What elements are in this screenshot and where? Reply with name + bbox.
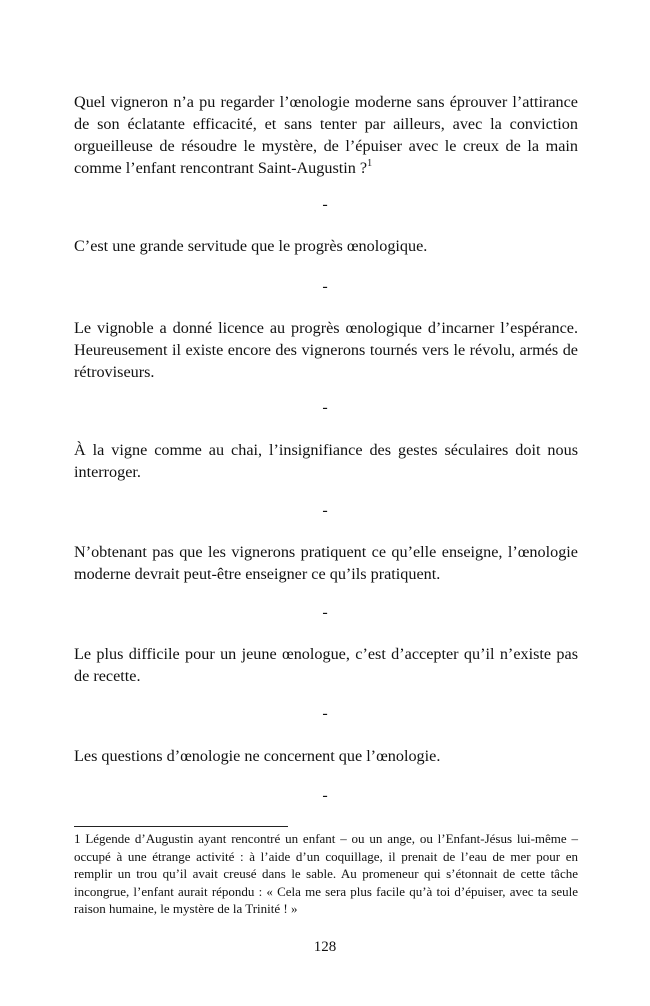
separator-7: - xyxy=(322,787,328,804)
separator-5: - xyxy=(322,604,328,621)
paragraph-1-text: Quel vigneron n’a pu regarder l’œnologie moderne sans éprouver l’attirance de son éclatante efficacité, et sans tenter par ailleurs, avec la conviction orgueilleuse de résoudre le mystère, de l’épuiser avec le creux de la main comme l’enfant rencontrant Saint-Augustin ? xyxy=(74,93,578,177)
separator-4: - xyxy=(322,502,328,519)
separator-6: - xyxy=(322,705,328,722)
paragraph-2: C’est une grande servitude que le progrès œnologique. xyxy=(74,237,428,255)
separator-1: - xyxy=(322,196,328,213)
separator-3: - xyxy=(322,399,328,416)
separator-2: - xyxy=(322,278,328,295)
paragraph-3: Le vignoble a donné licence au progrès œnologique d’incarner l’espérance. Heureusement il existe encore des vignerons tournés vers le révolu, armés de rétroviseurs. xyxy=(74,319,578,381)
footnote-marker[interactable]: 1 xyxy=(367,158,373,169)
footnote-text: 1 Légende d’Augustin ayant rencontré un enfant – ou un ange, ou l’Enfant-Jésus lui-même – occupé à une étrange activité : à l’aide d’un coquillage, il prenait de l’eau de mer pour en remplir un trou qu’il avait creusé dans le sable. Au promeneur qui s’étonnait de cette tâche incongrue, l’enfant aurait répondu : « Cela me sera plus facile qu’à toi d’épuiser, avec ta seule raison humaine, le mystère de la Trinité ! » xyxy=(74,831,578,917)
paragraph-4: À la vigne comme au chai, l’insignifiance des gestes séculaires doit nous interroger. xyxy=(74,441,578,481)
paragraph-5: N’obtenant pas que les vignerons pratiquent ce qu’elle enseigne, l’œnologie moderne devrait peut-être enseigner ce qu’ils pratiquent. xyxy=(74,543,578,583)
page-number: 128 xyxy=(313,939,337,955)
paragraph-6: Le plus difficile pour un jeune œnologue, c’est d’accepter qu’il n’existe pas de recette. xyxy=(74,645,578,685)
footnote-divider xyxy=(74,826,288,827)
paragraph-7: Les questions d’œnologie ne concernent que l’œnologie. xyxy=(74,747,441,765)
paragraph-1 xyxy=(74,91,578,179)
